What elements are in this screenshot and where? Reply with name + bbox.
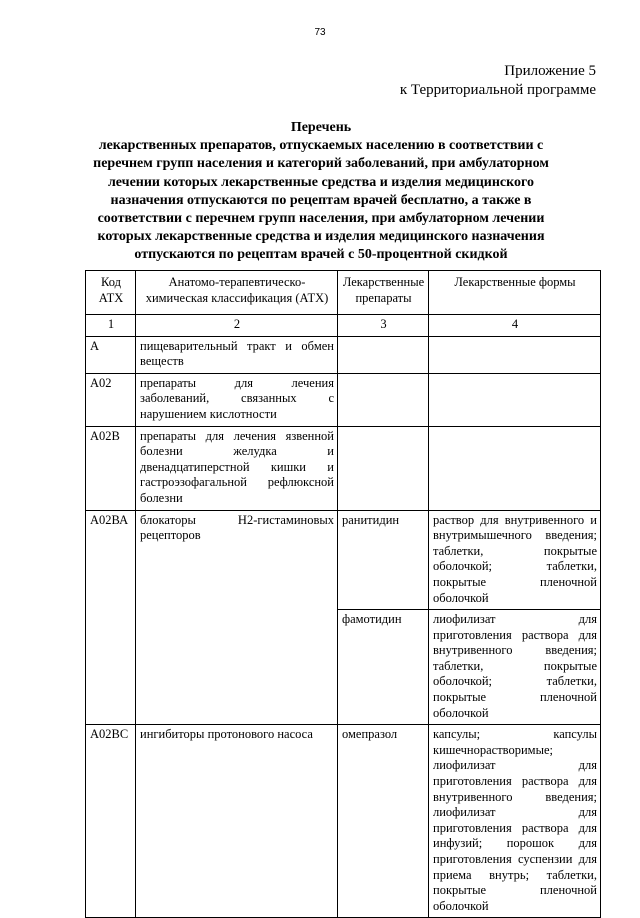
title-line-6: соответствии с перечнем групп населения, при амбулаторном лечении (97, 211, 545, 227)
appendix-line-1: Приложение 5 (504, 63, 596, 79)
header-forms: Лекарственные формы (429, 271, 601, 315)
title-line-7: которых лекарственные средства и изделия медицинского назначения (97, 229, 545, 245)
table-header-row (86, 271, 601, 315)
drug-forms: капсулы; капсулы кишечнорастворимые; лиофилизат для приготовления раствора для внутривенного введения; лиофилизат для приготовления раствора для инфузий; порошок для приготовления суспензии для приема внутрь; таблетки, покрытые пленочной оболочкой (429, 725, 601, 918)
table-row (86, 725, 601, 918)
atx-classification: препараты для лечения язвенной болезни желудка и двенадцатиперстной кишки и гастроэзофагальной рефлюксной болезни (136, 426, 338, 510)
title-line-1: Перечень (290, 120, 352, 135)
drug-name: фамотидин (338, 610, 429, 725)
drug-cell-empty (338, 426, 429, 510)
forms-cell-empty (429, 336, 601, 373)
drug-forms: раствор для внутривенного и внутримышечного введения; таблетки, покрытые оболочкой; таблетки, покрытые пленочной оболочкой (429, 510, 601, 610)
column-number: 2 (136, 315, 338, 337)
title-line-5: назначения отпускаются по рецептам врачей бесплатно, а также в (110, 192, 532, 208)
drug-name: омепразол (338, 725, 429, 918)
atx-classification: ингибиторы протонового насоса (136, 725, 338, 918)
title-line-8: отпускаются по рецептам врачей с 50-процентной скидкой (134, 247, 508, 263)
forms-cell-empty (429, 373, 601, 426)
title-line-2: лекарственных препаратов, отпускаемых населению в соответствии с (98, 138, 544, 154)
appendix-reference (400, 62, 596, 100)
atx-code: А02 (86, 373, 136, 426)
column-number: 3 (338, 315, 429, 337)
table-row (86, 373, 601, 426)
table-row (86, 426, 601, 510)
appendix-line-2: к Территориальной программе (399, 82, 596, 98)
table-row (86, 336, 601, 373)
header-drugs: Лекарственные препараты (338, 271, 429, 315)
atx-classification: препараты для лечения заболеваний, связанных с нарушением кислотности (136, 373, 338, 426)
atx-code: А02ВС (86, 725, 136, 918)
forms-cell-empty (429, 426, 601, 510)
drug-name: ранитидин (338, 510, 429, 610)
atx-code: А02В (86, 426, 136, 510)
column-number: 4 (429, 315, 601, 337)
document-title (80, 119, 562, 265)
column-number: 1 (86, 315, 136, 337)
drug-forms: лиофилизат для приготовления раствора для внутривенного введения; таблетки, покрытые оболочкой; таблетки, покрытые пленочной оболочкой (429, 610, 601, 725)
atx-code: А02ВА (86, 510, 136, 725)
page-number: 73 (314, 27, 326, 38)
column-number-row (86, 315, 601, 337)
title-line-3: перечнем групп населения и категорий заболеваний, при амбулаторном (93, 156, 549, 172)
drug-cell-empty (338, 373, 429, 426)
atx-code: А (86, 336, 136, 373)
atx-classification: пищеварительный тракт и обмен веществ (136, 336, 338, 373)
drug-cell-empty (338, 336, 429, 373)
atx-classification: блокаторы Н2-гистаминовых рецепторов (136, 510, 338, 725)
drug-list-table (85, 270, 601, 918)
header-code: Код АТХ (86, 271, 136, 315)
header-classification: Анатомо-терапевтическо-химическая классификация (АТХ) (136, 271, 338, 315)
title-line-4: лечении которых лекарственные средства и изделия медицинского (107, 174, 535, 190)
table-row (86, 510, 601, 610)
